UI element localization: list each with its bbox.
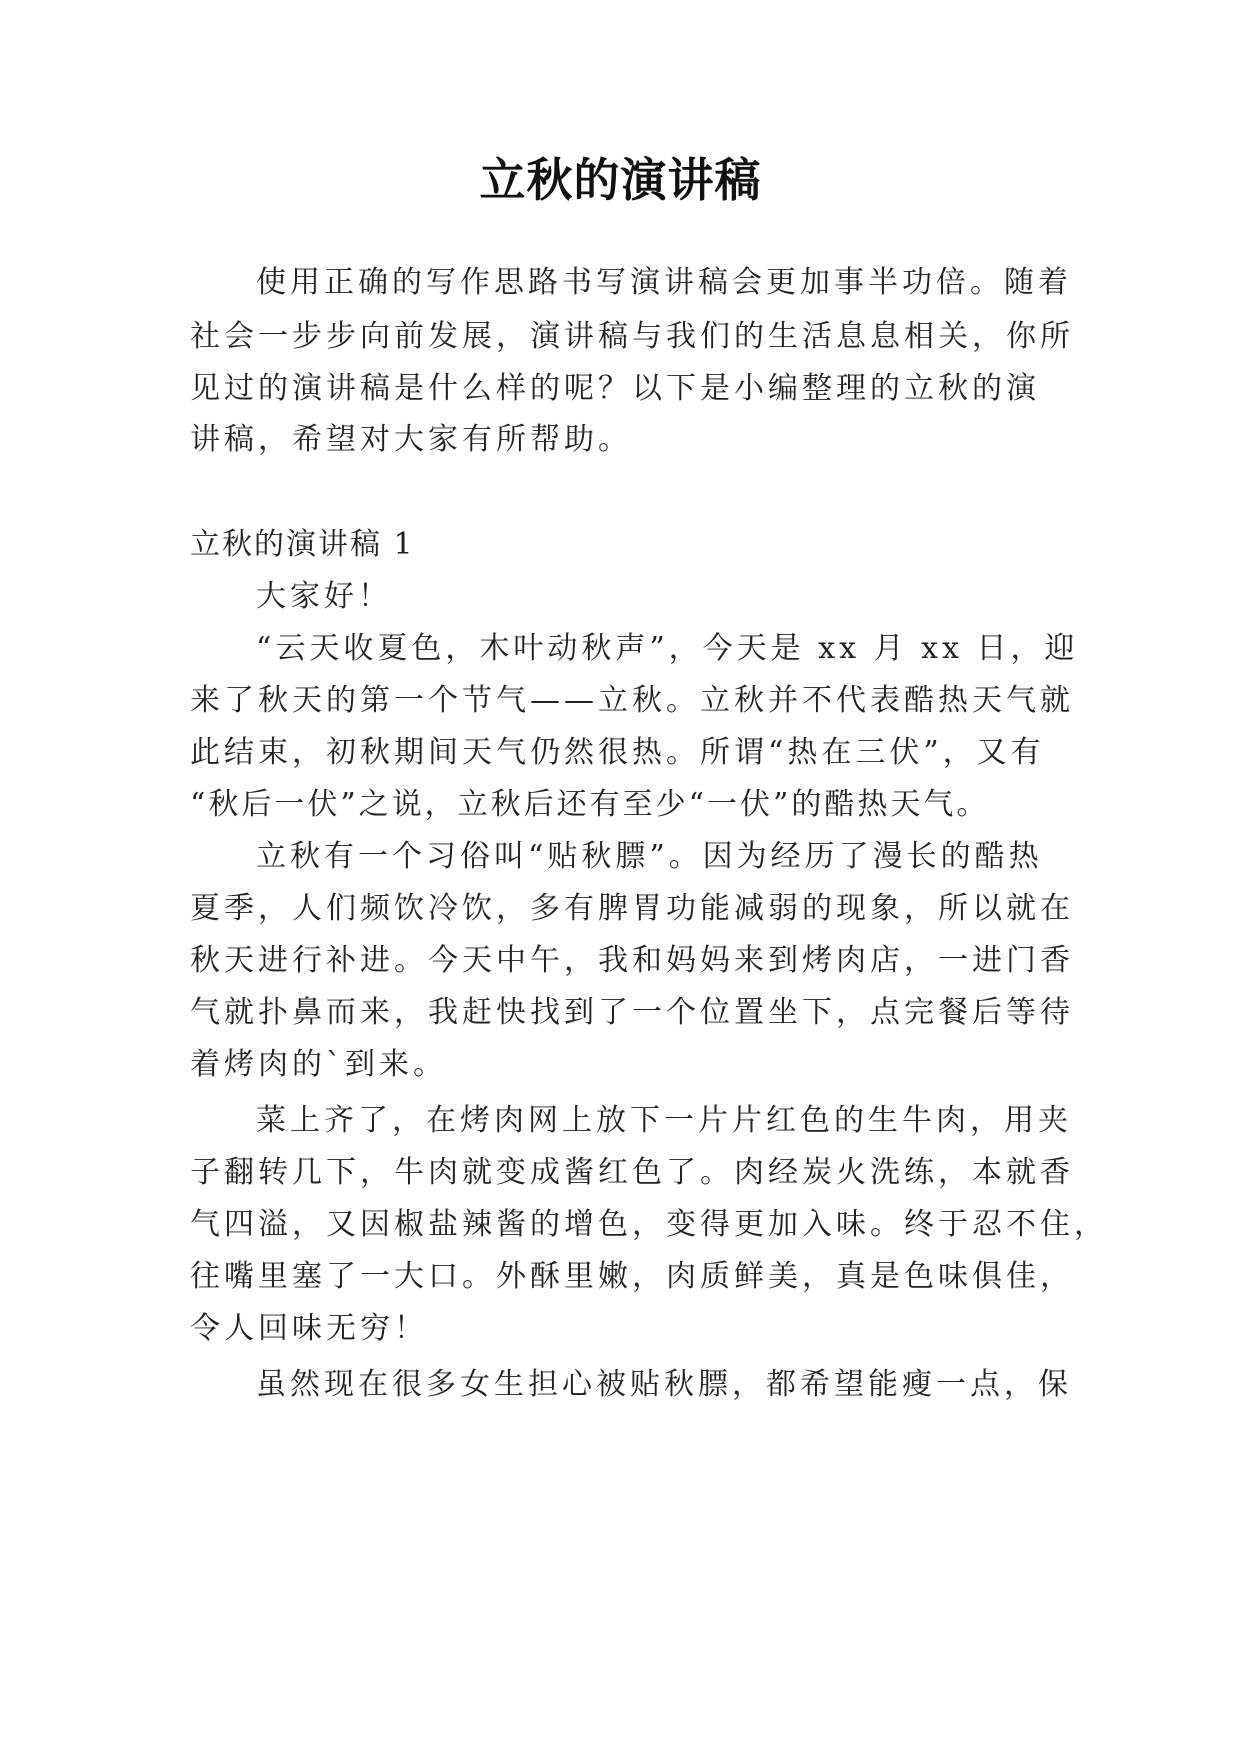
section-heading: 立秋的演讲稿 1 — [190, 527, 415, 562]
paragraph-line: 气四溢，又因椒盐辣酱的增色，变得更加入味。终于忍不住， — [190, 1207, 1108, 1242]
paragraph-line: 立秋有一个习俗叫“贴秋膘”。因为经历了漫长的酷热 — [256, 839, 1043, 874]
paragraph-line: 子翻转几下，牛肉就变成酱红色了。肉经炭火洗练，本就香 — [190, 1155, 1074, 1190]
intro-line: 使用正确的写作思路书写演讲稿会更加事半功倍。随着 — [256, 265, 1072, 300]
paragraph-line: 着烤肉的`到来。 — [190, 1047, 447, 1082]
paragraph-line: “云天收夏色，木叶动秋声”，今天是 xx 月 xx 日，迎 — [256, 631, 1079, 666]
paragraph-line: 往嘴里塞了一大口。外酥里嫩，肉质鲜美，真是色味俱佳， — [190, 1259, 1074, 1294]
document-title: 立秋的演讲稿 — [479, 153, 762, 207]
intro-line: 讲稿，希望对大家有所帮助。 — [190, 422, 632, 457]
paragraph-line: 此结束，初秋期间天气仍然很热。所谓“热在三伏”，又有 — [190, 735, 1045, 770]
paragraph-line: 夏季，人们频饮冷饮，多有脾胃功能减弱的现象，所以就在 — [190, 891, 1074, 926]
intro-line: 见过的演讲稿是什么样的呢？以下是小编整理的立秋的演 — [190, 371, 1040, 406]
paragraph-line: 来了秋天的第一个节气——立秋。立秋并不代表酷热天气就 — [190, 683, 1074, 718]
greeting: 大家好！ — [256, 579, 392, 614]
paragraph-line: 秋天进行补进。今天中午，我和妈妈来到烤肉店，一进门香 — [190, 943, 1074, 978]
intro-line: 社会一步步向前发展，演讲稿与我们的生活息息相关，你所 — [190, 319, 1074, 354]
paragraph-line: 令人回味无穷！ — [190, 1311, 428, 1346]
paragraph-line: “秋后一伏”之说，立秋后还有至少“一伏”的酷热天气。 — [190, 787, 990, 822]
paragraph-line: 菜上齐了，在烤肉网上放下一片片红色的生牛肉，用夹 — [256, 1103, 1072, 1138]
paragraph-line: 虽然现在很多女生担心被贴秋膘，都希望能瘦一点，保 — [256, 1367, 1072, 1402]
paragraph-line: 气就扑鼻而来，我赶快找到了一个位置坐下，点完餐后等待 — [190, 995, 1074, 1030]
